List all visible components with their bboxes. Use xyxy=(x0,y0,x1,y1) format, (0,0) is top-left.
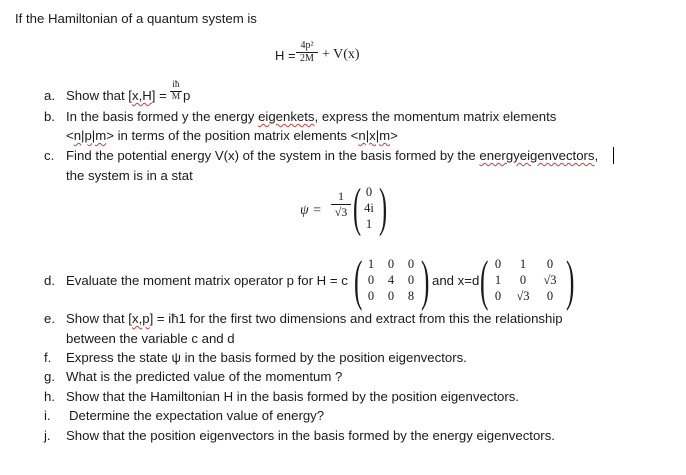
psi-fraction xyxy=(331,189,351,220)
item-letter-g: g. xyxy=(44,369,55,384)
item-a-pre: Show that [ xyxy=(66,88,132,103)
item-i-text: Determine the expectation value of energy? xyxy=(69,408,325,423)
item-e-line1-post: ] = iħ1 for the first two dimensions and extract from this the relationship xyxy=(149,311,563,326)
h-matrix-cell: 4 xyxy=(387,272,395,287)
psi-vector xyxy=(360,184,378,232)
psi-numerator: 1 xyxy=(331,189,351,205)
item-b-line2-p1: < xyxy=(66,128,74,143)
item-g-text: What is the predicted value of the momentum ? xyxy=(66,369,343,384)
x-matrix-cell: 0 xyxy=(519,272,527,287)
x-matrix-right-paren: ) xyxy=(566,250,575,312)
item-b-line2-p2: > in terms of the position matrix elements < xyxy=(106,128,359,143)
item-a-numerator: iħ xyxy=(170,80,182,92)
item-a-commutator: x,H xyxy=(131,88,152,103)
psi-vector-entry: 1 xyxy=(365,216,373,231)
item-c-line1 xyxy=(66,148,598,163)
item-b-line1-post: , express the momentum matrix elements xyxy=(314,109,557,124)
x-matrix-cell: √3 xyxy=(543,272,557,287)
h-matrix-cell: 0 xyxy=(367,288,375,303)
item-c-energyeigenvectors: energyeigenvectors xyxy=(479,148,595,163)
item-c-line1-pre: Find the potential energy V(x) of the system in the basis formed by the xyxy=(66,148,480,163)
x-matrix-cell: 0 xyxy=(546,288,554,303)
item-letter-a: a. xyxy=(44,88,55,103)
hamiltonian-fraction xyxy=(296,40,318,65)
psi-left-paren: ( xyxy=(353,177,362,237)
h-matrix-cell: 8 xyxy=(407,288,415,303)
h-matrix-cell: 0 xyxy=(367,272,375,287)
x-matrix xyxy=(486,256,564,304)
hamiltonian-lhs: H = xyxy=(275,48,296,63)
item-letter-e: e. xyxy=(44,311,55,326)
text-cursor xyxy=(613,147,614,164)
psi-vector-entry: 0 xyxy=(365,184,373,199)
x-matrix-cell: 1 xyxy=(494,272,502,287)
hamiltonian-rhs: + V(x) xyxy=(322,47,360,62)
h-matrix-left-paren: ( xyxy=(354,250,363,312)
item-d-mid: and x=d xyxy=(432,273,480,288)
item-d-text: Evaluate the moment matrix operator p for H = c xyxy=(66,273,348,288)
item-a-tail: p xyxy=(183,88,191,103)
item-e-line1 xyxy=(66,311,563,326)
x-matrix-cell: 0 xyxy=(494,256,502,271)
item-letter-c: c. xyxy=(44,148,55,163)
item-a-denominator: M xyxy=(171,92,181,102)
h-matrix-cell: 1 xyxy=(367,256,375,271)
item-b-position-element: n|x|m xyxy=(358,128,391,143)
item-b-line1-pre: In the basis formed y the energy xyxy=(66,109,259,124)
item-b-momentum-element: n|p|m xyxy=(73,128,107,143)
x-matrix-cell: 0 xyxy=(546,256,554,271)
item-letter-f: f. xyxy=(44,350,52,365)
item-j-text: Show that the position eigenvectors in the basis formed by the energy eigenvectors. xyxy=(66,428,555,443)
h-matrix-cell: 0 xyxy=(407,272,415,287)
item-letter-i: i. xyxy=(44,408,51,423)
x-matrix-cell: 1 xyxy=(519,256,527,271)
item-letter-b: b. xyxy=(44,109,55,124)
item-c-line2: the system is in a stat xyxy=(66,168,193,183)
item-b-line1 xyxy=(66,109,556,124)
item-b-line2-p3: > xyxy=(390,128,398,143)
item-letter-h: h. xyxy=(44,389,55,404)
psi-right-paren: ) xyxy=(379,177,388,237)
item-a-post: ] = xyxy=(151,88,167,103)
h-matrix-right-paren: ) xyxy=(421,250,430,312)
item-letter-d: d. xyxy=(44,273,55,288)
hamiltonian-numerator: 4p² xyxy=(296,40,318,53)
item-b-eigenkets: eigenkets xyxy=(258,109,315,124)
item-letter-j: j. xyxy=(44,428,51,443)
x-matrix-cell: 0 xyxy=(494,288,502,303)
h-matrix-cell: 0 xyxy=(387,256,395,271)
psi-denominator: √3 xyxy=(334,205,348,219)
intro-text: If the Hamiltonian of a quantum system is xyxy=(15,11,257,26)
psi-lhs: ψ = xyxy=(300,203,322,218)
psi-vector-entry: 4i xyxy=(364,200,374,215)
item-c-line1-post: , xyxy=(594,148,599,163)
item-e-line2: between the variable c and d xyxy=(66,331,235,346)
item-e-commutator: x,p xyxy=(131,311,150,326)
item-h-text: Show that the Hamiltonian H in the basis formed by the position eigenvectors. xyxy=(66,389,520,404)
item-b-line2 xyxy=(66,128,398,143)
x-matrix-cell: √3 xyxy=(516,288,530,303)
h-matrix-cell: 0 xyxy=(387,288,395,303)
hamiltonian-denominator: 2M xyxy=(300,53,314,64)
item-e-line1-pre: Show that [ xyxy=(66,311,132,326)
item-a-text xyxy=(66,88,167,103)
x-matrix-left-paren: ( xyxy=(480,250,489,312)
item-f-text: Express the state ψ in the basis formed by the position eigenvectors. xyxy=(66,350,467,365)
h-matrix xyxy=(361,256,421,304)
item-a-fraction xyxy=(170,80,182,103)
h-matrix-cell: 0 xyxy=(407,256,415,271)
